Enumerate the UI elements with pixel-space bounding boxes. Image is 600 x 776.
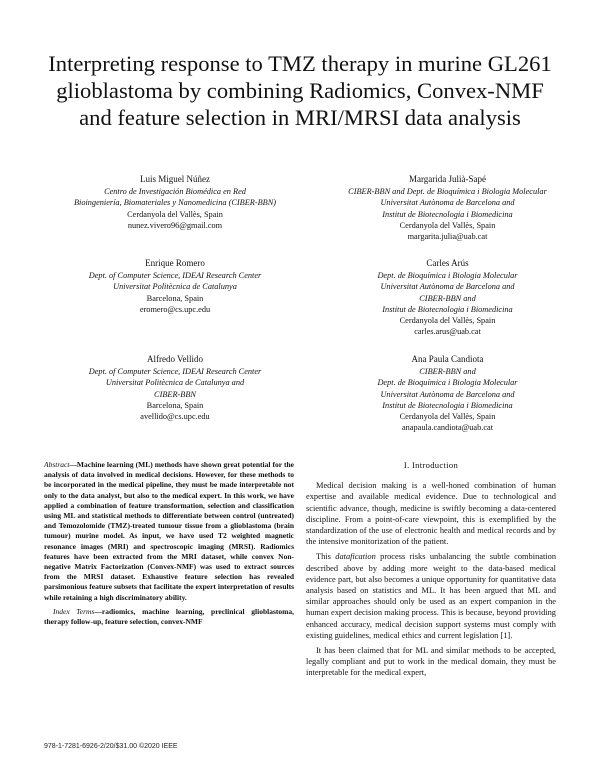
right-column bbox=[306, 460, 556, 683]
index-terms-lead: Index Terms bbox=[53, 606, 95, 616]
author-name: Luis Miguel Núñez bbox=[140, 174, 210, 184]
author-email: margarita.julia@uab.cat bbox=[407, 232, 488, 242]
intro-italic-term: datafication bbox=[335, 552, 376, 562]
affiliation-line: Universitat Autònoma de Barcelona and bbox=[380, 198, 515, 208]
author-location: Cerdanyola del Vallès, Spain bbox=[399, 316, 496, 326]
affiliation-line: Dept. de Bioquímica i Biologia Molecular bbox=[377, 378, 518, 388]
affiliation-line: Universitat Politècnica de Catalunya bbox=[113, 282, 237, 292]
intro-text: This bbox=[316, 552, 336, 562]
affiliation-line: Dept. of Computer Science, IDEAI Research Center bbox=[88, 367, 262, 376]
author-email: nunez.vivero96@gmail.com bbox=[127, 220, 223, 230]
intro-paragraph bbox=[306, 551, 556, 641]
author-email: eromero@cs.upc.edu bbox=[139, 304, 211, 314]
author-affiliation bbox=[320, 366, 575, 411]
author-location: Cerdanyola del Vallès, Spain bbox=[127, 209, 223, 219]
copyright-footer: 978-1-7281-6926-2/20/$31.00 ©2020 IEEE bbox=[44, 743, 178, 750]
affiliation-line: Institut de Biotecnologia i Biomedicina bbox=[382, 400, 513, 410]
intro-paragraph: It has been claimed that for ML and similar methods to be accepted, legally compliant and put to work in the medical domain, they must be interpretable for the medical expert, bbox=[306, 646, 556, 678]
author-email: anapaula.candiota@uab.cat bbox=[401, 423, 494, 433]
author-name: Ana Paula Candiota bbox=[411, 354, 484, 364]
author-block bbox=[50, 256, 300, 315]
affiliation-line: Institut de Biotecnologia i Biomedicina bbox=[382, 209, 513, 219]
author-block bbox=[320, 256, 575, 338]
section-numeral: I. bbox=[403, 460, 410, 470]
author-location: Cerdanyola del Vallès, Spain bbox=[399, 412, 496, 422]
author-email: avellido@cs.upc.edu bbox=[140, 412, 210, 422]
affiliation-line: CIBER-BBN bbox=[154, 389, 196, 399]
affiliation-line: Dept. de Bioquímica i Biologia Molecular bbox=[377, 271, 518, 280]
author-name: Alfredo Vellido bbox=[146, 354, 204, 364]
abstract-text: —Machine learning (ML) methods have shown great potential for the analysis of data involved in medical decisions. However, for these methods to be incorporated in the medical pipeline, they must be made interpretable not only to the data analyst, but also to the medical expert. In this work, we have applied a combination of feature transformation, selection and classification using ML and statistical methods to differentiate between control (untreated) and Temozolomide (TMZ)-treated tumour tissue from a glioblastoma (brain tumour) murine model. As input, we have used T2 weighted magnetic resonance images (MRI) and spectroscopic imaging (MRSI). Radiomics features have been extracted from the MRI dataset, while convex Non-negative Matrix Factorization (Convex-NMF) was used to extract sources from the MRSI dataset. Exhaustive feature selection has revealed parsimonious feature subsets that facilitate the expert interpretation of results while retaining a high discriminatory ability. bbox=[44, 460, 294, 602]
author-block bbox=[320, 352, 575, 434]
affiliation-line: Universitat Autònoma de Barcelona and bbox=[380, 282, 515, 292]
abstract bbox=[44, 460, 294, 603]
affiliation-line: CIBER-BBN and Dept. de Bioquímica i Biologia Molecular bbox=[348, 187, 547, 196]
section-title: Introduction bbox=[411, 460, 459, 470]
affiliation-line: Bioingeniería, Biomateriales y Nanomedicina (CIBER-BBN) bbox=[73, 198, 277, 208]
affiliation-line: CIBER-BBN and bbox=[419, 293, 476, 303]
index-terms-text: —radiomics, machine learning, preclinical glioblastoma, therapy follow-up, feature selection, convex-NMF bbox=[44, 606, 294, 627]
author-name: Carles Arús bbox=[426, 258, 469, 268]
paper-title: Interpreting response to TMZ therapy in murine GL261 glioblastoma by combining Radiomics, Convex-NMF and feature selection in MRI/MRSI data analysis bbox=[48, 51, 552, 130]
author-affiliation bbox=[320, 270, 575, 315]
intro-text: process risks unbalancing the subtle combination described above by adding more weight to the data-based medical evidence part, but also becomes a unique opportunity for quantitative data analysis based on statistics and ML. It has been argued that ML and similar approaches should only be used as an expert companion in the human expert decision making process. This is because, beyond providing enhanced accuracy, medical decision support systems must comply with existing guidelines, medical ethics and current legislation [1]. bbox=[306, 552, 557, 640]
author-block bbox=[320, 172, 575, 242]
author-block bbox=[50, 172, 300, 231]
intro-paragraph: Medical decision making is a well-honed combination of human expertise and available medical evidence. Due to technological and scientific advance, though, medicine is swiftly becoming a data-centered discipline. From a point-of-care viewpoint, this is exemplified by the standardization of the use of electronic health and medical records and by the intensive monitorization of the patient. bbox=[306, 481, 556, 547]
affiliation-line: Centro de Investigación Biomédica en Red bbox=[104, 187, 246, 196]
affiliation-line: Universitat Autònoma de Barcelona and bbox=[380, 389, 515, 399]
author-location: Barcelona, Spain bbox=[146, 400, 204, 410]
abstract-lead: Abstract bbox=[44, 460, 70, 469]
author-affiliation bbox=[50, 186, 300, 209]
author-location: Cerdanyola del Vallès, Spain bbox=[399, 220, 496, 230]
author-name: Margarida Julià-Sapé bbox=[408, 174, 487, 184]
author-location: Barcelona, Spain bbox=[146, 293, 204, 303]
author-block bbox=[50, 352, 300, 422]
author-email: carles.arus@uab.cat bbox=[414, 327, 481, 337]
index-terms bbox=[44, 607, 294, 627]
section-heading bbox=[306, 460, 556, 471]
author-affiliation bbox=[50, 270, 300, 293]
left-column bbox=[44, 460, 294, 627]
affiliation-line: Dept. of Computer Science, IDEAI Research Center bbox=[88, 271, 262, 280]
affiliation-line: CIBER-BBN and bbox=[419, 367, 476, 376]
author-name: Enrique Romero bbox=[145, 258, 205, 268]
author-affiliation bbox=[50, 366, 300, 400]
affiliation-line: Institut de Biotecnologia i Biomedicina bbox=[382, 304, 513, 314]
author-affiliation bbox=[320, 186, 575, 220]
affiliation-line: Universitat Politècnica de Catalunya and bbox=[105, 378, 245, 388]
